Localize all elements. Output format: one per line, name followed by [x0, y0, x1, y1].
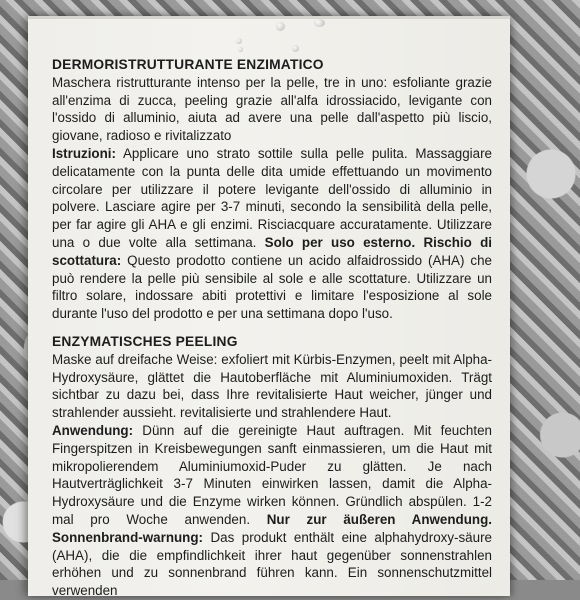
- italian-instructions: [52, 145, 492, 323]
- italian-title: DERMORISTRUTTURANTE ENZIMATICO: [52, 57, 324, 72]
- instructions-label: Istruzioni:: [52, 145, 116, 161]
- instructions-text: Applicare uno strato sottile sulla pelle pulita. Massaggiare delicatamente con la punta delle dita umide effettuando un movimento circolare per utilizzare il potere levigante dell'ossido di alluminio in polvere. Lasciare agire per 3-7 minuti, secondo la sensibilità della pelle, per far agire gli AHA e gli enzimi. Risciacquare accuratamente. Utilizzare una o due volte alla settimana.: [52, 145, 492, 250]
- german-usage: [52, 422, 492, 600]
- german-intro: Maske auf dreifache Weise: exfoliert mit Kürbis-Enzymen, peelt mit Alpha-Hydroxysäure, glättet die Hautoberfläche mit Aluminiumoxiden. Trägt sichtbar zu dazu bei, dass Ihre revitalisierte Haut weicher, jünger und strahlender aussieht. revitalisierte und strahlendere Haut.: [52, 351, 492, 421]
- usage-text: Dünn auf die gereinigte Haut auftragen. Mit feuchten Fingerspitzen in Kreisbewegungen sanft einmassieren, um die Haut mit mikropolierendem Aluminiumoxid-Puder zu glätten. Je nach Hautverträglichkeit 3-7 Minuten einwirken lassen, damit die Alpha-Hydroxysäure und die Enzyme wirken können. Gründlich abspülen. 1-2 mal pro Woche anwenden.: [52, 422, 492, 527]
- italian-warning-text: Questo prodotto contiene un acido alfaidrossido (AHA) che può rendere la pelle più sensibile al sole e alle scottature. Utilizzare un filtro solare, indossare abiti protettivi e limitare l'esposizione al sole durante l'uso del prodotto e per una settimana dopo l'uso.: [52, 252, 492, 322]
- water-droplet: [236, 38, 242, 44]
- box-top-edge: [28, 16, 510, 19]
- water-droplet: [314, 19, 325, 27]
- italian-warning-label: Solo per uso esterno. Rischio di scottatura:: [52, 234, 492, 268]
- italian-intro: Maschera ristrutturante intenso per la pelle, tre in uno: esfoliante grazie all'enzima di zucca, peeling grazie all'alfa idrossiacido, levigante con l'ossido di alluminio, aiuta ad avere una pelle dall'aspetto più liscio, giovane, radioso e rivitalizzato: [52, 74, 492, 144]
- german-warning-text: Das produkt enthält eine alphahydroxy-säure (AHA), die die empfindlichkeit ihrer haut gegenüber sonnenstrahlen erhöhen und zu sonnenbrand führen kann. Ein sonnenschutzmittel verwenden: [52, 529, 492, 599]
- water-droplet: [238, 47, 243, 52]
- german-warning-label: Nur zur äußeren Anwendung. Sonnenbrand-warnung:: [52, 511, 492, 545]
- water-droplet: [276, 22, 285, 31]
- water-droplet: [292, 45, 299, 52]
- german-title: ENZYMATISCHES PEELING: [52, 333, 238, 349]
- usage-label: Anwendung:: [52, 422, 134, 438]
- label-text: [52, 56, 492, 600]
